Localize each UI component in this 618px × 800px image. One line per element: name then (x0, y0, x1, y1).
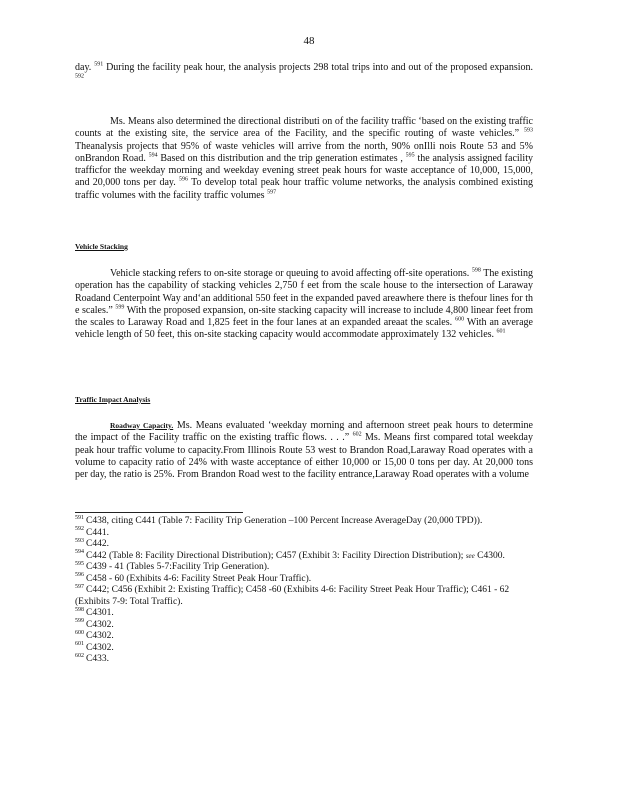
footnote-number: 600 (75, 629, 84, 636)
footnote-number: 594 (75, 549, 84, 556)
paragraph-text: Theanalysis projects that 95% of waste vehicles will arrive from the north, 90% onIlli nois Route 53 and 5% onBrandon Road. (75, 140, 533, 164)
paragraph-peak-hour (75, 62, 533, 87)
paragraph-vehicle-stacking (75, 268, 533, 342)
footnote-number: 598 (75, 606, 84, 613)
footnote-text: C433. (86, 654, 109, 664)
footnote-text: C439 - 41 (Tables 5-7:Facility Trip Generation). (86, 562, 270, 572)
footnote (75, 631, 533, 643)
footnote-text: C442 (Table 8: Facility Directional Distribution); C457 (Exhibit 3: Facility Direction Distribution); (86, 550, 466, 561)
footnote-ref: 599 (115, 304, 125, 311)
paragraph-text: With the proposed expansion, on-site stacking capacity will increase to include 4,800 linear feet from the scales to Laraway Road and 1,825 feet in the four lanes at an expanded areaat the scales. (75, 304, 533, 329)
footnote-number: 595 (75, 560, 84, 567)
paragraph-roadway-capacity (75, 420, 533, 481)
footnote-text: C458 - 60 (Exhibits 4-6: Facility Street Peak Hour Traffic). (86, 573, 312, 584)
footnote-number: 599 (75, 618, 84, 625)
footnote-divider (75, 512, 243, 513)
footnote-ref: 594 (148, 152, 158, 159)
footnote-number: 596 (75, 572, 84, 579)
footnote-ref: 597 (267, 189, 277, 196)
footnote (75, 585, 533, 608)
paragraph-text: Ms. Means evaluated ‘weekday morning and afternoon street peak hours to determine the impact of the Facility traffic on the existing traffic flows. . . .” (75, 420, 533, 444)
footnote-text: C438, citing C441 (Table 7: Facility Trip Generation –100 Percent Increase AverageDay (20,000 TPD)). (86, 516, 483, 526)
footnote-text: C4302. (86, 619, 114, 630)
footnote-ref: 598 (471, 267, 481, 274)
footnote-ref: 602 (352, 431, 362, 438)
footnote (75, 643, 533, 655)
footnote-ref: 596 (179, 177, 188, 184)
paragraph-text: Ms. Means first compared total weekday peak hour traffic volume to capacity.From Illinois Route 53 west to Brandon Road,Laraway Road operates with a volume to capacity ratio of 24% with waste acceptance of either 10,000 or 15,00 0 tons per day. At 20,000 tons per day, the ratio is 25%. From Brandon Road west to the facility entrance,Laraway Road operates with a volume (75, 432, 533, 481)
footnote (75, 574, 533, 586)
paragraph-text: During the facility peak hour, the analysis projects 298 total trips into and out of the proposed expansion. (103, 62, 534, 73)
footnote-text: C441. (86, 527, 109, 538)
paragraph-text: The existing operation has the capability of stacking vehicles 2,750 f eet from the scale house to the intersection of Laraway Roadand Centerpoint Way and‘an additional 550 feet in the expanded paved areawhere there is thefour lines for th e scales.” (75, 268, 534, 316)
subheading-roadway-capacity: Roadway Capacity. (110, 421, 174, 430)
section-heading-traffic-impact: Traffic Impact Analysis (75, 395, 151, 404)
footnote-number: 601 (75, 641, 84, 648)
footnote-ref: 595 (405, 152, 415, 159)
footnote (75, 654, 533, 666)
paragraph-text: Based on this distribution and the trip generation estimates , (157, 152, 406, 164)
section-heading-vehicle-stacking: Vehicle Stacking (75, 242, 128, 251)
footnote-text: C4301. (86, 608, 114, 618)
footnote-ref: 591 (94, 61, 104, 68)
footnote (75, 528, 533, 540)
footnote-text: C4302. (86, 642, 114, 653)
footnote-ref: 600 (455, 316, 465, 323)
footnote-see: see (465, 551, 475, 560)
footnote-number: 602 (75, 652, 84, 659)
footnote-number: 591 (75, 514, 84, 521)
footnote (75, 608, 533, 620)
footnote-ref: 593 (524, 127, 533, 134)
footnote-text: C442; C456 (Exhibit 2: Existing Traffic); C458 -60 (Exhibits 4-6: Facility Street Peak Hour Traffic); C461 - 62 (Exhibits 7-9: Total Traffic). (75, 585, 510, 607)
footnote-ref: 601 (496, 329, 506, 336)
paragraph-text: day. (75, 62, 95, 73)
paragraph-text: Vehicle stacking refers to on-site storage or queuing to avoid affecting off-site operations. (110, 268, 472, 279)
paragraph-text: Ms. Means also determined the directional distributi on of the facility traffic ‘based on the existing traffic counts at the existing site, the service area of the Facility, and the specific routing of waste vehicles.” (75, 116, 533, 140)
footnote (75, 551, 533, 563)
paragraph-directional-distribution (75, 116, 533, 202)
footnote-number: 592 (75, 526, 84, 533)
footnote (75, 562, 533, 574)
footnote-text: C4302. (86, 631, 114, 641)
paragraph-text: the analysis assigned facility trafficfor the weekday morning and weekday evening street peak hours for waste acceptance of 10,000, 15,000, and 20,000 tons per day. (75, 152, 533, 189)
footnote-number: 597 (75, 583, 84, 590)
footnote (75, 516, 533, 528)
footnote-text: C4300. (474, 550, 505, 561)
footnote-ref: 592 (75, 73, 84, 80)
paragraph-text: With an average vehicle length of 50 feet, this on-site stacking capacity would accommodate approximately 132 vehicles. (75, 317, 533, 341)
footnote-text: C442. (86, 539, 109, 549)
paragraph-text: To develop total peak hour traffic volume networks, the analysis combined existing traffic volumes with the facility traffic volumes (75, 177, 533, 201)
page-number: 48 (303, 35, 315, 47)
footnote (75, 539, 533, 551)
footnotes (75, 516, 533, 666)
footnote-number: 593 (75, 537, 84, 544)
footnote (75, 620, 533, 632)
